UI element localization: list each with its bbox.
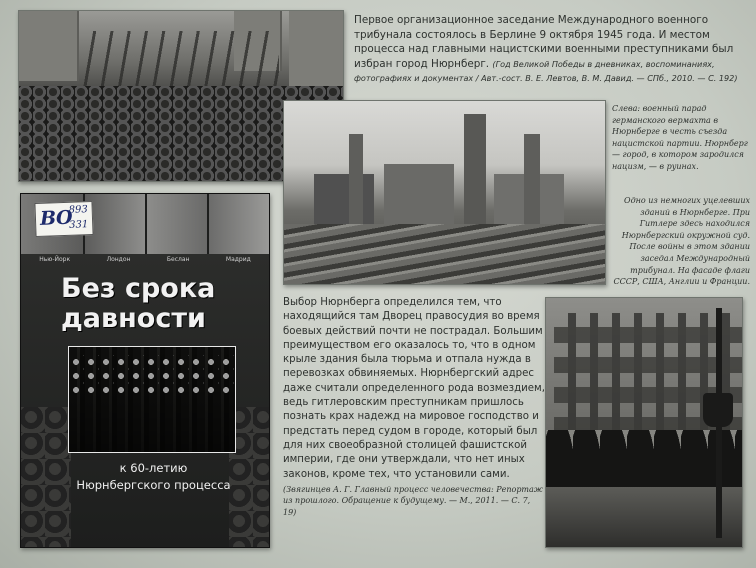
city-label: Мадрид — [225, 256, 251, 263]
intro-text: Первое организационное заседание Международного военного трибунала состоялось в Берлине 9 октября 1945 года. И местом процесса над главными нацистскими военными преступниками был избран город Нюрнберг. — [354, 14, 734, 70]
tribunal-defendants — [69, 355, 235, 395]
book-cover — [20, 193, 270, 548]
courthouse-arches — [546, 430, 742, 490]
strip-divider — [145, 194, 147, 254]
book-title-line1: Без срока — [61, 273, 216, 304]
stamp-number-bottom: 331 — [69, 219, 89, 231]
book-city-labels — [21, 256, 269, 263]
library-stamp — [34, 201, 93, 237]
stamp-prefix: ВО — [39, 206, 73, 230]
ruins-rubble — [284, 224, 605, 284]
book-subtitle-line2: Нюрнбергского процесса — [76, 478, 231, 492]
building-shape — [19, 11, 79, 81]
city-label: Лондон — [106, 256, 131, 263]
stamp-number-top: 893 — [68, 204, 88, 216]
main-text: Выбор Нюрнберга определился тем, что находящийся там Дворец правосудия во время боевых действий почти не пострадал. Большим преимуществом его оказалось то, что в одном крыле здания была тюрьма и отпала нужда в перевозках обвиняемых. Нюрнбергский адрес даже считали определенного рода возмездием, ведь гитлеровским преступникам пришлось познать крах надежд на мировое господство и предстать перед судом в городе, который был для них своеобразной столицей фашистской империи, где они утверждали, что нет иных законов, кроме тех, что установили сами. — [283, 297, 545, 480]
city-label: Беслан — [166, 256, 190, 263]
street-lamp-head — [703, 393, 733, 427]
caption-courthouse: Одно из немногих уцелевших зданий в Нюрнберге. При Гитлере здесь находился Нюрнбергский окружной суд. После войны в этом здании заседал Международный трибунал. На фасаде флаги СССР, США, Англии и Франции. — [613, 196, 750, 287]
courthouse-street — [546, 487, 742, 547]
building-shape — [289, 11, 344, 96]
intro-paragraph — [354, 13, 749, 86]
caption-parade-ruins: Слева: военный парад германского вермахта в Нюрнберге в честь съезда нацистской партии. Нюрнберг — город, в котором зародился нацизм, — в руинах. — [612, 104, 748, 171]
main-paragraph — [283, 296, 545, 519]
city-label: Нью-Йорк — [39, 256, 71, 263]
book-subtitle-line1: к 60-летию — [119, 461, 188, 475]
book-subtitle — [41, 460, 266, 494]
intro-citation: (Год Великой Победы в дневниках, воспоминаниях, фотографиях и документах / Авт.-сост. В. Е. Левтов, В. М. Давид. — СПб., 2010. — С. 192) — [354, 58, 738, 84]
strip-divider — [207, 194, 209, 254]
main-citation: (Звягинцев А. Г. Главный процесс человечества: Репортаж из прошлого. Обращение к будущему. — М., 2011. — С. 7, 19) — [283, 484, 543, 518]
courthouse-photo — [545, 297, 743, 548]
tribunal-photo — [68, 346, 236, 453]
book-title — [61, 274, 251, 334]
book-title-line2: давности — [61, 303, 206, 334]
ruins-photo — [283, 100, 606, 285]
